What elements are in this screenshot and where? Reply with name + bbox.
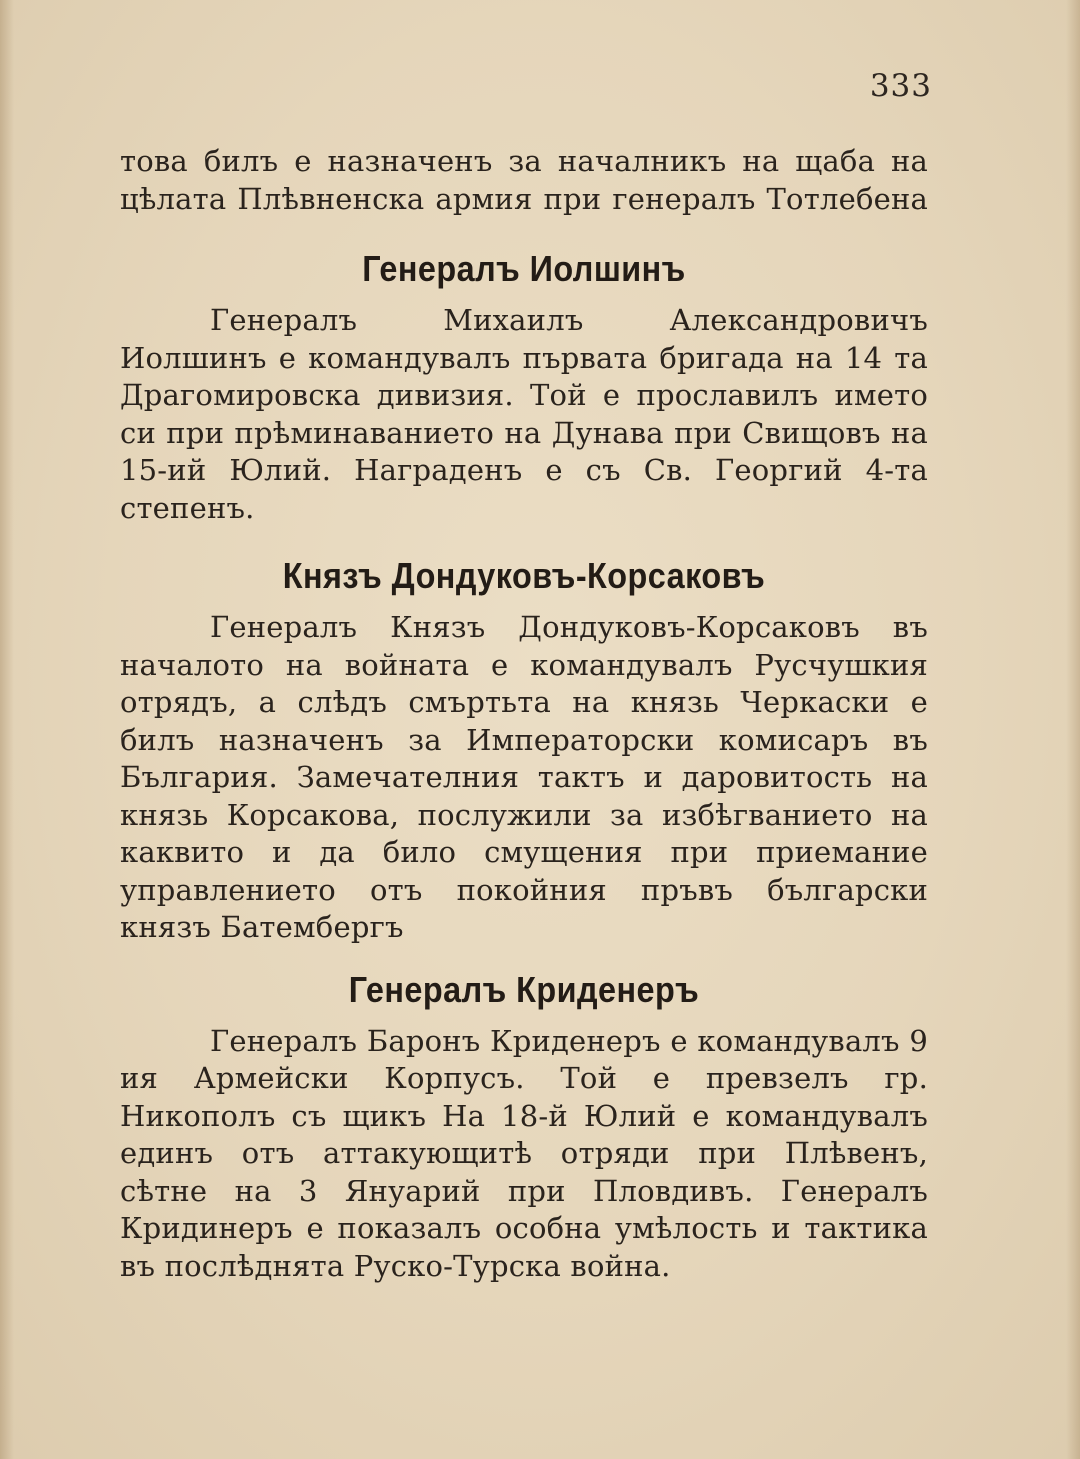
section-paragraph-dondukov-korsakov: Генералъ Князъ Дондуковъ-Корсаковъ въ началото на войната е командувалъ Русчушкия отрядъ, а слѣдъ смъртьта на князь Черкаски е билъ назначенъ за Императорски комисаръ въ България. Замечателния тактъ и даровитость на князь Корсакова, послужили за избѣгванието на каквито и да било смущения при приемание управлението отъ покойния пръвъ български князъ Батембергъ [120, 610, 928, 944]
page-content [120, 143, 928, 1285]
section-paragraph-kridener: Генералъ Баронъ Криденеръ е командувалъ 9 ия Армейски Корпусъ. Той е превзелъ гр. Никополъ съ щикъ На 18-й Юлий е командувалъ единъ отъ аттакующитѣ отряди при Плѣвенъ, сѣтне на 3 Януарий при Пловдивъ. Генералъ Кридинеръ е показалъ особна умѣлость и тактика въ послѣднята Руско-Турска война. [120, 1023, 928, 1283]
section-heading-dondukov-korsakov: Князъ Дондуковъ-Корсаковъ [282, 555, 766, 596]
page-number: 333 [869, 68, 932, 104]
section-heading-iolshin: Генералъ Иолшинъ [362, 248, 686, 289]
section-heading-kridener: Генералъ Криденеръ [348, 968, 700, 1010]
page-edge-right [1066, 0, 1080, 1459]
intro-paragraph: това билъ е назначенъ за началникъ на щаба на цѣлата Плѣвненска армия при генералъ Тотлебена [120, 144, 928, 216]
page-edge-left [0, 0, 14, 1459]
section-paragraph-iolshin: Генералъ Михаилъ Александровичъ Иолшинъ е командувалъ първата бригада на 14 та Драгомировска дивизия. Той е прославилъ името си при прѣминаванието на Дунава при Свищовъ на 15-ий Юлий. Награденъ е съ Св. Георгий 4-та степенъ. [120, 303, 928, 525]
